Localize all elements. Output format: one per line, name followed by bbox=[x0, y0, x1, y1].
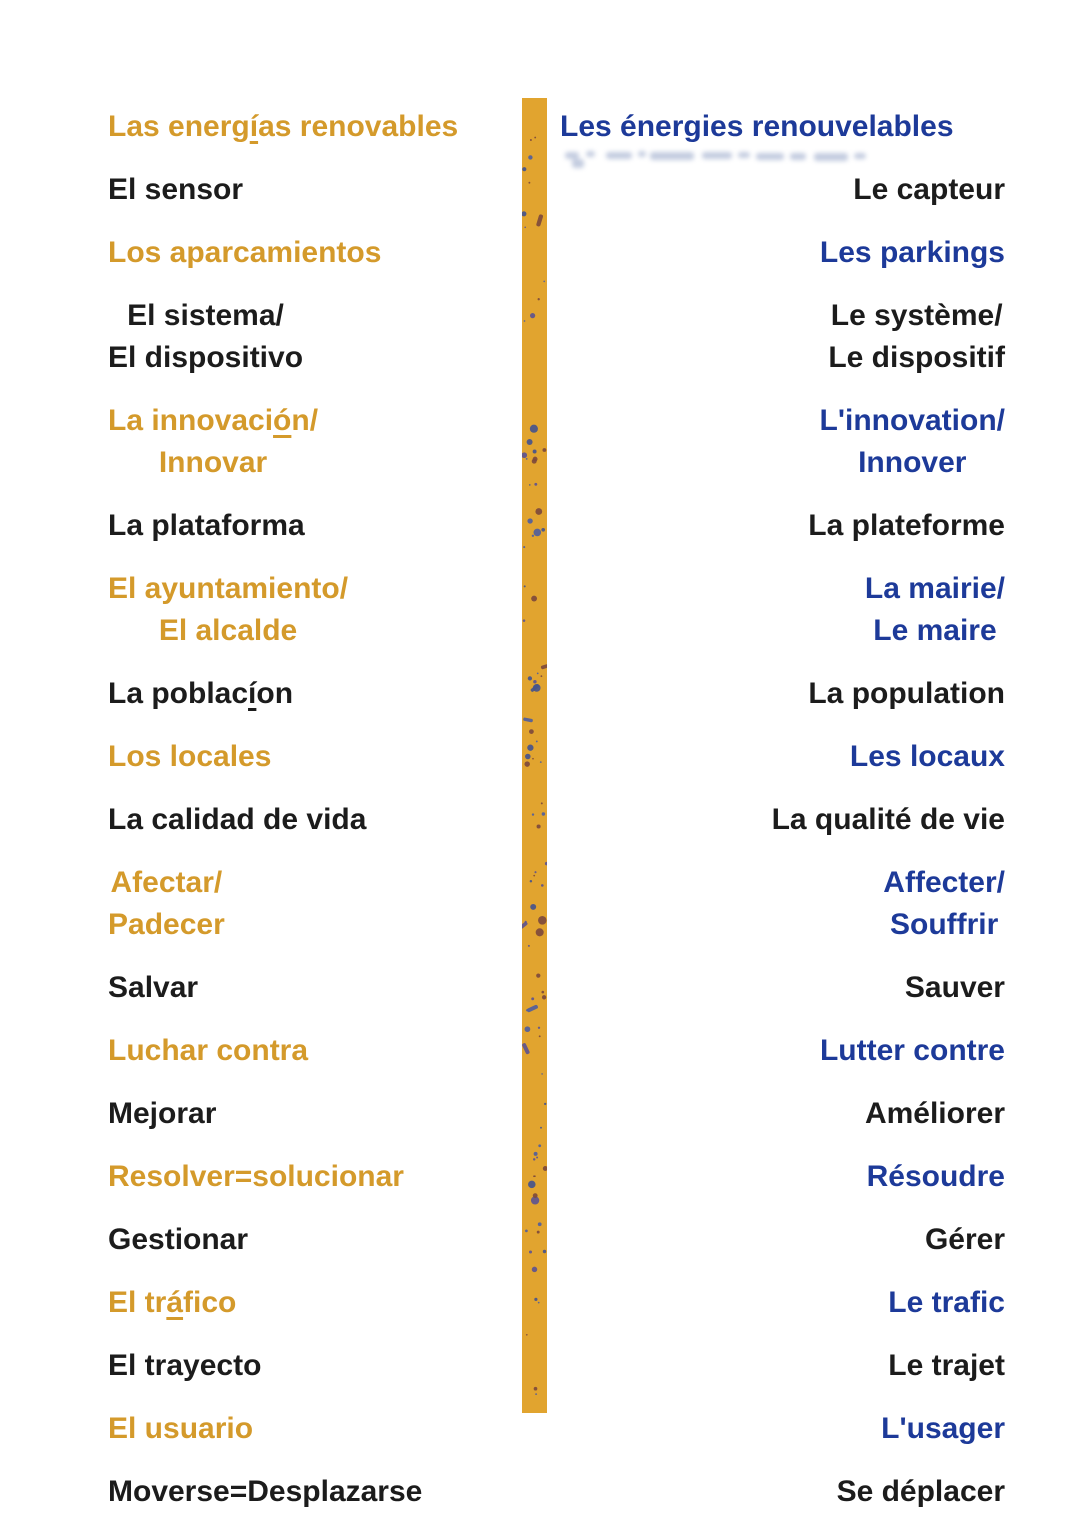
vocab-term-fr: L'usager bbox=[881, 1412, 1005, 1445]
vocab-row bbox=[560, 1093, 1005, 1135]
vocab-term-fr: L'innovation/ Innover bbox=[819, 404, 1005, 479]
vocab-term-es: Gestionar bbox=[108, 1223, 249, 1256]
vocab-term-fr: Résoudre bbox=[866, 1160, 1005, 1193]
vocab-term-fr: La population bbox=[808, 677, 1005, 710]
vocab-row bbox=[108, 232, 522, 274]
vocab-term-fr: La plateforme bbox=[808, 509, 1005, 542]
vocab-row bbox=[108, 568, 522, 652]
vocab-row bbox=[560, 862, 1005, 946]
vocab-row bbox=[560, 106, 1005, 148]
vocab-row bbox=[108, 799, 522, 841]
vocab-row bbox=[560, 1156, 1005, 1198]
spanish-column bbox=[108, 106, 522, 1534]
vocab-term-es: La poblacíon bbox=[108, 677, 294, 710]
vocab-term-es: Las energías renovables bbox=[108, 110, 459, 143]
vocab-row bbox=[108, 736, 522, 778]
vocab-row bbox=[560, 967, 1005, 1009]
vocab-term-es: El ayuntamiento/ El alcalde bbox=[108, 572, 349, 647]
vocab-term-fr: Le système/ Le dispositif bbox=[828, 299, 1005, 374]
vocab-term-es: Los aparcamientos bbox=[108, 236, 382, 269]
vocab-row bbox=[560, 169, 1005, 211]
vocab-term-fr: Les parkings bbox=[819, 236, 1005, 269]
vocab-row bbox=[560, 295, 1005, 379]
vocab-row bbox=[560, 1408, 1005, 1450]
vocab-row bbox=[108, 967, 522, 1009]
vocab-row bbox=[560, 505, 1005, 547]
vocab-row bbox=[108, 673, 522, 715]
vocab-row bbox=[560, 568, 1005, 652]
vocab-term-es: Moverse=Desplazarse bbox=[108, 1475, 423, 1508]
vocab-term-es: Mejorar bbox=[108, 1097, 217, 1130]
vocab-term-es: Afectar/ Padecer bbox=[108, 866, 225, 941]
vocab-term-fr: Les énergies renouvelables bbox=[560, 110, 954, 143]
vocab-row bbox=[560, 1219, 1005, 1261]
vocab-row bbox=[560, 400, 1005, 484]
vocab-row bbox=[560, 1345, 1005, 1387]
vocab-term-fr: Affecter/ Souffrir bbox=[883, 866, 1005, 941]
vocab-row bbox=[108, 1345, 522, 1387]
vocab-term-es: Salvar bbox=[108, 971, 199, 1004]
vocab-term-es: Resolver=solucionar bbox=[108, 1160, 404, 1193]
vocab-row bbox=[108, 1471, 522, 1513]
french-column bbox=[547, 106, 1080, 1534]
vocab-term-es: La calidad de vida bbox=[108, 803, 367, 836]
vocab-row bbox=[108, 400, 522, 484]
vocab-term-es: Los locales bbox=[108, 740, 272, 773]
vocab-term-fr: La qualité de vie bbox=[771, 803, 1005, 836]
vocab-term-fr: Lutter contre bbox=[819, 1034, 1005, 1067]
vocab-row bbox=[108, 106, 522, 148]
vocab-term-es: El sistema/ El dispositivo bbox=[108, 299, 304, 374]
vocab-row bbox=[108, 505, 522, 547]
vocab-row bbox=[560, 799, 1005, 841]
vocab-term-fr: Le trafic bbox=[888, 1286, 1005, 1319]
vocab-term-es: El trayecto bbox=[108, 1349, 262, 1382]
vocab-term-es: La plataforma bbox=[108, 509, 305, 542]
vocab-row bbox=[108, 1282, 522, 1324]
vocab-row bbox=[108, 169, 522, 211]
vocab-row bbox=[560, 1030, 1005, 1072]
vocab-row bbox=[108, 1156, 522, 1198]
vocab-row bbox=[560, 673, 1005, 715]
vocab-row bbox=[108, 1030, 522, 1072]
vocab-term-fr: Sauver bbox=[904, 971, 1005, 1004]
vocab-row bbox=[108, 295, 522, 379]
vocab-row bbox=[108, 1219, 522, 1261]
vocab-term-es: Luchar contra bbox=[108, 1034, 309, 1067]
vocab-term-fr: Se déplacer bbox=[836, 1475, 1005, 1508]
vocab-term-es: La innovación/ Innovar bbox=[108, 404, 319, 479]
vocab-term-es: El tráfico bbox=[108, 1286, 237, 1319]
vocab-row bbox=[108, 1408, 522, 1450]
divider-bar bbox=[522, 98, 547, 1413]
vocab-term-es: El sensor bbox=[108, 173, 244, 206]
vocab-term-fr: Le capteur bbox=[853, 173, 1005, 206]
vocab-row bbox=[108, 862, 522, 946]
vocab-row bbox=[560, 736, 1005, 778]
vocab-row bbox=[560, 1471, 1005, 1513]
vocab-term-fr: Améliorer bbox=[864, 1097, 1005, 1130]
vocab-term-fr: Les locaux bbox=[849, 740, 1005, 773]
vocab-term-fr: Le trajet bbox=[888, 1349, 1005, 1382]
vocab-row bbox=[560, 232, 1005, 274]
vocab-term-es: El usuario bbox=[108, 1412, 254, 1445]
vocab-term-fr: La mairie/ Le maire bbox=[864, 572, 1005, 647]
vocab-row bbox=[560, 1282, 1005, 1324]
vocab-row bbox=[108, 1093, 522, 1135]
vocab-term-fr: Gérer bbox=[924, 1223, 1005, 1256]
